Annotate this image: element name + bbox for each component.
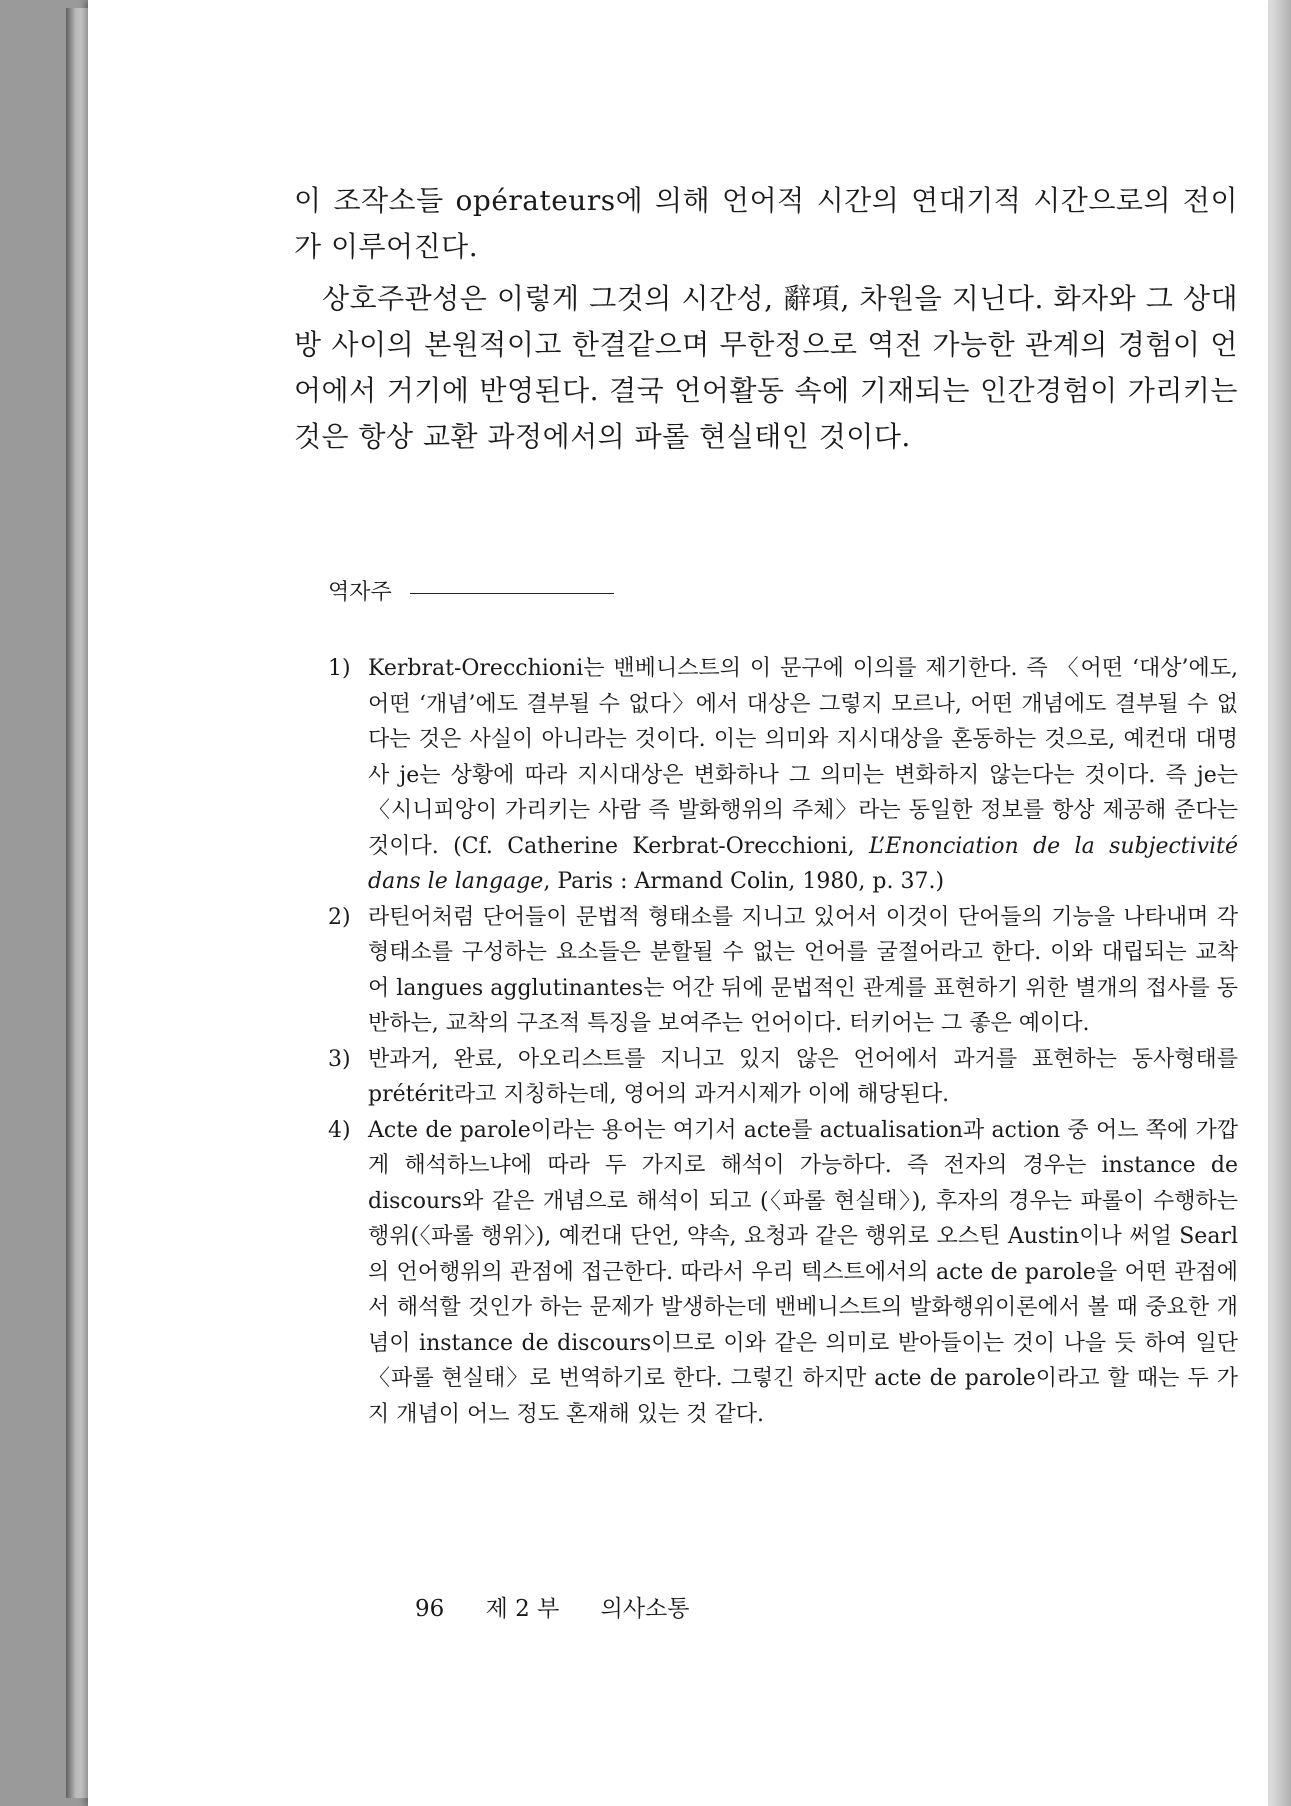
heading-rule (410, 593, 614, 594)
note-2 (328, 900, 1238, 1042)
chapter-title: 의사소통 (600, 1596, 690, 1622)
cited-book-title: L’Enonciation de la subjectivité dans le langage (368, 833, 1238, 894)
page-stack-edge-right (1266, 0, 1291, 1806)
note-number: 1) (328, 656, 351, 681)
note-text: 라틴어처럼 단어들이 문법적 형태소를 지니고 있어서 이것이 단어들의 기능을 나타내며 각 형태소를 구성하는 요소들은 분할될 수 없는 언어를 굴절어라고 한다. 이와 대립되는 교착어 langues agglutinantes는 어간 뒤에 문법적인 관계를 표현하기 위한 별개의 접사를 동반하는, 교착의 구조적 특징을 보여주는 언어이다. 터키어는 그 좋은 예이다. (368, 904, 1238, 1036)
paragraph-2: 상호주관성은 이렇게 그것의 시간성, 辭項, 차원을 지닌다. 화자와 그 상대방 사이의 본원적이고 한결같으며 무한정으로 역전 가능한 관계의 경험이 언어에서 거기에 반영된다. 결국 언어활동 속에 기재되는 인간경험이 가리키는 것은 항상 교환 과정에서의 파롤 현실태인 것이다. (294, 282, 1238, 453)
note-text: Acte de parole이라는 용어는 여기서 acte를 actualisation과 action 중 어느 쪽에 가깝게 해석하느냐에 따라 두 가지로 해석이 가능하다. 즉 전자의 경우는 instance de discours와 같은 개념으로 해석이 되고 (〈파롤 현실태〉), 후자의 경우는 파롤이 수행하는 행위(〈파롤 행위〉), 예컨대 단언, 약속, 요청과 같은 행위로 오스틴 Austin이나 써얼 Searl의 언어행위의 관점에 접근한다. 따라서 우리 텍스트에서의 acte de parole을 어떤 관점에서 해석할 것인가 하는 문제가 발생하는데 밴베니스트의 발화행위이론에서 볼 때 중요한 개념이 instance de discours이므로 이와 같은 의미로 받아들이는 것이 나을 듯 하여 일단 〈파롤 현실태〉로 번역하기로 한다. 그렇긴 하지만 acte de parole이라고 할 때는 두 가지 개념이 어느 정도 혼재해 있는 것 같다. (368, 1117, 1238, 1427)
note-number: 3) (328, 1046, 351, 1072)
page-number: 96 (415, 1596, 445, 1622)
book-page (88, 0, 1268, 1806)
translator-notes-list (328, 651, 1238, 1432)
page-footer (415, 1594, 723, 1624)
note-text-part: , Paris : Armand Colin, 1980, p. 37.) (543, 869, 945, 894)
translator-notes-title: 역자주 (328, 580, 392, 605)
note-number: 2) (328, 904, 351, 930)
note-number: 4) (328, 1117, 351, 1143)
translator-notes-heading (328, 578, 614, 608)
note-1 (328, 651, 1238, 900)
note-text: 반과거, 완료, 아오리스트를 지니고 있지 않은 언어에서 과거를 표현하는 동사형태를 prétérit라고 지칭하는데, 영어의 과거시제가 이에 해당된다. (368, 1046, 1238, 1107)
paragraph-1: 이 조작소들 opérateurs에 의해 언어적 시간의 연대기적 시간으로의 전이가 이루어진다. (294, 184, 1238, 263)
main-text (294, 178, 1238, 460)
part-label: 제 2 부 (485, 1596, 560, 1622)
page-stack-edge-left (66, 8, 90, 1798)
note-text (368, 651, 1238, 900)
note-4 (328, 1113, 1238, 1433)
note-3 (328, 1042, 1238, 1113)
note-text-part: Kerbrat-Orecchioni는 밴베니스트의 이 문구에 이의를 제기한다. 즉 〈어떤 ‘대상’에도, 어떤 ‘개념’에도 결부될 수 없다〉에서 대상은 그렇지 모르나, 어떤 개념에도 결부될 수 없다는 것은 사실이 아니라는 것이다. 이는 의미와 지시대상을 혼동하는 것으로, 예컨대 대명사 je는 상황에 따라 지시대상은 변화하나 그 의미는 변화하지 않는다는 것이다. 즉 je는 〈시니피앙이 가리키는 사람 즉 발화행위의 주체〉라는 동일한 정보를 항상 제공해 준다는 것이다. (Cf. Catherine Kerbrat-Orecchioni, (368, 656, 1238, 859)
